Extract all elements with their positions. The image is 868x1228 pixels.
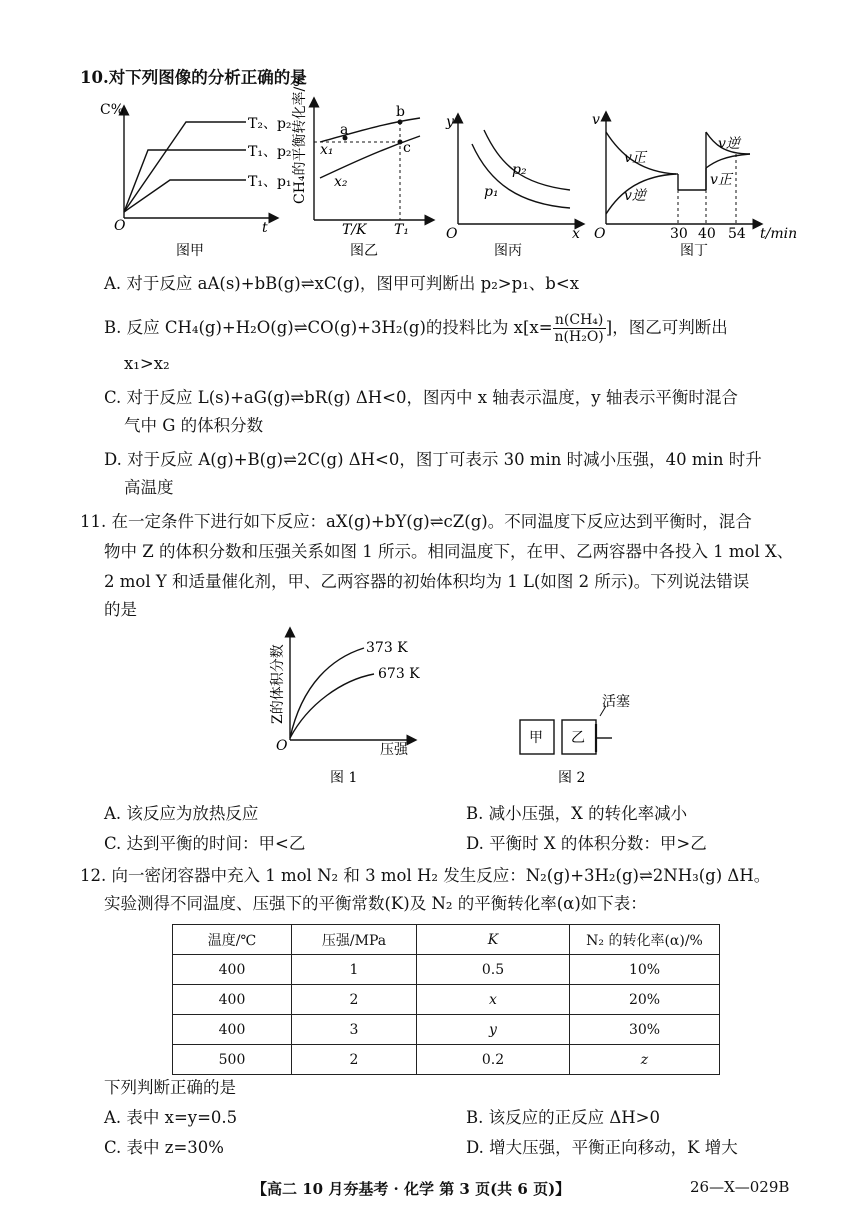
q12-stem-line2: 实验测得不同温度、压强下的平衡常数(K)及 N₂ 的平衡转化率(α)如下表： — [104, 894, 647, 913]
q11-stem-line1: 11. 在一定条件下进行如下反应：aX(g)+bY(g)⇌cZ(g)。不同温度下反应达到平衡时，混合 — [80, 512, 752, 531]
table-cell: 2 — [292, 985, 417, 1015]
q11-stem-line4: 的是 — [104, 600, 137, 619]
figure-jia — [96, 100, 292, 260]
ding-v-ni-2: v逆 — [718, 136, 740, 152]
yi-curve-x1: x₁ — [320, 142, 334, 158]
figure-ding — [590, 104, 840, 260]
footer-page-info: 【高二 10 月夯基考 · 化学 第 3 页(共 6 页)】 — [252, 1180, 571, 1198]
fig1-curve-373k: 373 K — [366, 640, 408, 656]
ding-origin: O — [594, 226, 606, 242]
table-header-cell: 压强/MPa — [292, 925, 417, 955]
table-header-cell: K — [417, 925, 570, 955]
yi-point-c: c — [403, 140, 411, 156]
ding-v-ni-1: v逆 — [624, 188, 646, 204]
q11-stem-line2: 物中 Z 的体积分数和压强关系如图 1 所示。相同温度下，在甲、乙两容器中各投入 1 mol X、 — [104, 542, 794, 561]
q10-option-c-line2: 气中 G 的体积分数 — [124, 416, 264, 435]
q11-option-a: A. 该反应为放热反应 — [104, 804, 259, 823]
q12-data-table — [172, 924, 720, 1075]
q11-option-d: D. 平衡时 X 的体积分数：甲>乙 — [466, 834, 707, 853]
ding-caption: 图丁 — [680, 243, 708, 259]
q10-option-d-line2: 高温度 — [124, 478, 174, 497]
table-cell: y — [417, 1015, 570, 1045]
jia-xlabel: t — [262, 220, 268, 236]
fig1-xlabel: 压强 — [380, 742, 408, 758]
q11-stem-line3: 2 mol Y 和适量催化剂，甲、乙两容器的初始体积均为 1 L(如图 2 所示)。下列说法错误 — [104, 572, 750, 591]
bing-caption: 图丙 — [494, 243, 522, 259]
yi-ylabel: CH₄的平衡转化率/% — [292, 73, 308, 204]
footer-code: 26—X—029B — [690, 1178, 790, 1196]
jia-caption: 图甲 — [176, 243, 204, 259]
yi-caption: 图乙 — [350, 243, 378, 259]
ding-v-zheng-2: v正 — [710, 172, 732, 188]
q10-option-b — [104, 312, 728, 345]
table-header-cell: N₂ 的转化率(α)/% — [570, 925, 720, 955]
ding-v-zheng-1: v正 — [624, 150, 646, 166]
table-row — [173, 1015, 720, 1045]
fig2-piston-label: 活塞 — [602, 694, 630, 710]
table-cell: 400 — [173, 1015, 292, 1045]
yi-point-a: a — [340, 122, 349, 138]
ding-tick-30: 30 — [670, 226, 688, 242]
figure-bing — [440, 104, 590, 260]
jia-curve1-label: T₂、p₂ — [248, 116, 292, 132]
q10-option-b-line2: x₁>x₂ — [124, 354, 170, 373]
table-header-row — [173, 925, 720, 955]
q12-judge-prompt: 下列判断正确的是 — [104, 1078, 236, 1097]
q11-option-c: C. 达到平衡的时间：甲<乙 — [104, 834, 306, 853]
q12-option-b: B. 该反应的正反应 ΔH>0 — [466, 1108, 660, 1127]
yi-point-b: b — [396, 104, 405, 120]
fig2-caption: 图 2 — [558, 770, 586, 786]
jia-ylabel: C% — [100, 102, 125, 118]
table-row — [173, 955, 720, 985]
fig1-ylabel: Z的体积分数 — [270, 644, 286, 724]
q12-stem-line1: 12. 向一密闭容器中充入 1 mol N₂ 和 3 mol H₂ 发生反应：N₂(g)+3H₂(g)⇌2NH₃(g) ΔH。 — [80, 866, 771, 885]
q10-stem: 10.对下列图像的分析正确的是 — [80, 68, 307, 87]
q10-option-d-line1: D. 对于反应 A(g)+B(g)⇌2C(g) ΔH<0，图丁可表示 30 min 时减小压强，40 min 时升 — [104, 450, 762, 469]
table-cell: 0.2 — [417, 1045, 570, 1075]
table-cell: z — [570, 1045, 720, 1075]
fig1-origin: O — [276, 738, 288, 754]
table-cell: 2 — [292, 1045, 417, 1075]
table-cell: 20% — [570, 985, 720, 1015]
q10-option-c-line1: C. 对于反应 L(s)+aG(g)⇌bR(g) ΔH<0，图丙中 x 轴表示温度，y 轴表示平衡时混合 — [104, 388, 738, 407]
table-cell: 10% — [570, 955, 720, 985]
jia-curve2-label: T₁、p₂ — [248, 144, 292, 160]
ding-xlabel: t/min — [760, 226, 798, 242]
table-header-cell: 温度/℃ — [173, 925, 292, 955]
fig1-caption: 图 1 — [330, 770, 358, 786]
table-cell: 400 — [173, 985, 292, 1015]
table-cell: 500 — [173, 1045, 292, 1075]
table-cell: 1 — [292, 955, 417, 985]
jia-origin: O — [114, 218, 126, 234]
fig2-box-yi: 乙 — [571, 730, 585, 746]
bing-xlabel: x — [572, 226, 580, 242]
yi-curve-x2: x₂ — [334, 174, 348, 190]
table-cell: x — [417, 985, 570, 1015]
ding-tick-40: 40 — [698, 226, 716, 242]
ding-tick-54: 54 — [728, 226, 746, 242]
table-cell: 3 — [292, 1015, 417, 1045]
q10-option-a: A. 对于反应 aA(s)+bB(g)⇌xC(g)，图甲可判断出 p₂>p₁、b<x — [104, 274, 580, 293]
q12-option-a: A. 表中 x=y=0.5 — [104, 1108, 238, 1127]
bing-curve-p2: p₂ — [512, 162, 527, 178]
q10-option-b-den: n(H₂O) — [554, 329, 604, 345]
q12-option-c: C. 表中 z=30% — [104, 1138, 224, 1157]
yi-tick-t1: T₁ — [394, 222, 409, 238]
fig1-curve-673k: 673 K — [378, 666, 420, 682]
q11-option-b: B. 减小压强，X 的转化率减小 — [466, 804, 688, 823]
q10-option-b-pre: B. 反应 CH₄(g)+H₂O(g)⇌CO(g)+3H₂(g)的投料比为 x[x= — [104, 318, 553, 337]
jia-curve3-label: T₁、p₁ — [248, 174, 292, 190]
figure-2 — [514, 694, 664, 790]
ding-ylabel: v — [592, 112, 600, 128]
bing-curve-p1: p₁ — [484, 184, 499, 200]
figure-yi — [290, 73, 440, 260]
q10-option-b-num: n(CH₄) — [553, 312, 606, 329]
table-row — [173, 985, 720, 1015]
table-cell: 400 — [173, 955, 292, 985]
table-cell: 30% — [570, 1015, 720, 1045]
fig2-box-jia: 甲 — [529, 730, 543, 746]
q10-option-b-fraction — [553, 312, 606, 345]
q12-option-d: D. 增大压强，平衡正向移动，K 增大 — [466, 1138, 738, 1157]
table-row — [173, 1045, 720, 1075]
figure-1 — [262, 624, 442, 790]
table-cell: 0.5 — [417, 955, 570, 985]
q10-option-b-post: ]，图乙可判断出 — [605, 318, 728, 337]
yi-xlabel: T/K — [342, 222, 367, 238]
bing-ylabel: y — [446, 114, 454, 130]
bing-origin: O — [446, 226, 458, 242]
